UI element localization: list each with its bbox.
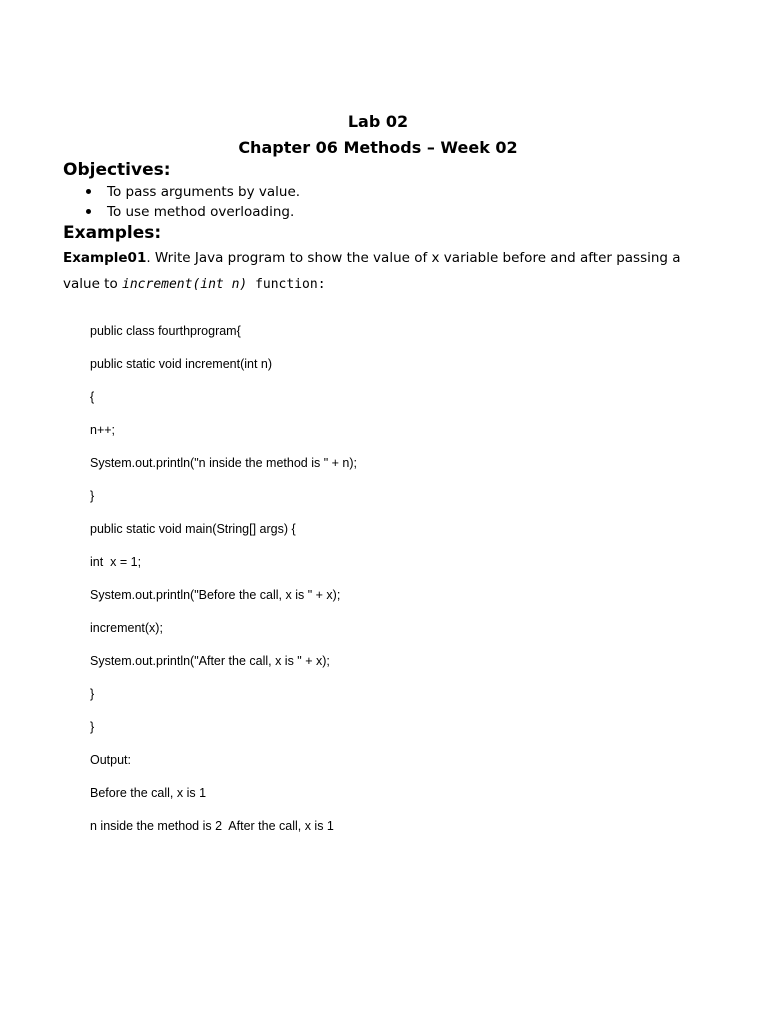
code-block [90,322,357,850]
code-line: { [90,390,95,404]
example-description [63,245,703,298]
code-line: n++; [90,423,116,437]
code-line: } [90,720,95,734]
code-line: System.out.println("After the call, x is " + x); [90,654,330,668]
objective-item [84,182,300,202]
objective-text: To pass arguments by value. [107,184,301,200]
output-line: n inside the method is 2 After the call, x is 1 [90,819,334,833]
code-line: public class fourthprogram{ [90,324,241,338]
objectives-heading: Objectives: [63,160,171,180]
objective-item [84,202,300,222]
example-label: Example01 [63,250,147,266]
code-line: System.out.println("Before the call, x is " + x); [90,588,341,602]
chapter-title: Chapter 06 Methods – Week 02 [238,138,518,157]
bullet-icon [86,189,91,194]
output-label: Output: [90,753,131,767]
objectives-list [84,182,300,222]
examples-heading: Examples: [63,223,162,243]
lab-title: Lab 02 [347,112,409,131]
function-name: increment(int n) [122,277,248,292]
function-suffix: function: [247,277,326,292]
objective-text: To use method overloading. [107,204,295,220]
code-line: } [90,489,95,503]
bullet-icon [86,209,91,214]
code-line: public static void increment(int n) [90,357,273,371]
code-line: public static void main(String[] args) { [90,522,296,536]
code-line: increment(x); [90,621,163,635]
output-line: Before the call, x is 1 [90,786,207,800]
code-line: int x = 1; [90,555,142,569]
code-line: } [90,687,95,701]
example-text: . Write Java program to show the value of x variable before and after passing a value to [63,250,681,292]
code-line: System.out.println("n inside the method is " + n); [90,456,357,470]
